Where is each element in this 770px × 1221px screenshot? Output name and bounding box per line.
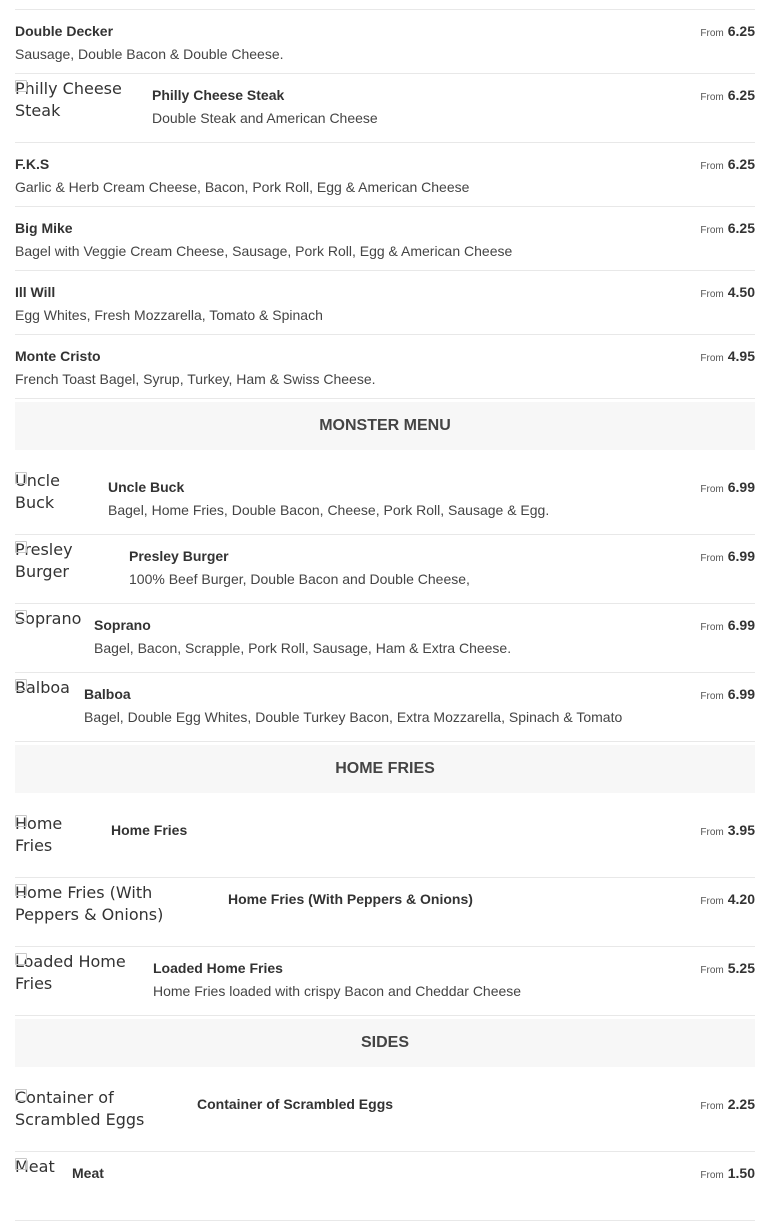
item-image bbox=[15, 951, 135, 995]
price-value: 6.25 bbox=[727, 23, 755, 39]
price-from-label: From bbox=[700, 622, 724, 633]
menu-item-double-decker[interactable] bbox=[15, 10, 755, 74]
item-name[interactable]: Container of Scrambled Eggs bbox=[197, 1096, 394, 1112]
price-from-label: From bbox=[700, 28, 724, 39]
price-from-label: From bbox=[700, 965, 724, 976]
item-price bbox=[700, 479, 755, 498]
item-price bbox=[700, 686, 755, 705]
broken-image-icon bbox=[15, 1158, 27, 1170]
item-description: French Toast Bagel, Syrup, Turkey, Ham & Swiss Cheese. bbox=[15, 371, 376, 387]
section-header-monster-menu: MONSTER MENU bbox=[15, 402, 755, 450]
broken-image-icon bbox=[15, 1089, 27, 1101]
price-value: 6.25 bbox=[727, 156, 755, 172]
item-name[interactable]: Home Fries bbox=[111, 822, 188, 838]
price-value: 3.95 bbox=[727, 822, 755, 838]
menu-item-presley-burger[interactable] bbox=[15, 535, 755, 604]
item-info bbox=[72, 1165, 755, 1181]
price-value: 5.25 bbox=[727, 960, 755, 976]
item-image-alt-text: Home Fries bbox=[15, 814, 63, 855]
menu-item-loaded-home-fries[interactable] bbox=[15, 947, 755, 1016]
item-name[interactable]: Big Mike bbox=[15, 220, 73, 236]
item-name[interactable]: F.K.S bbox=[15, 156, 50, 172]
item-image bbox=[15, 608, 82, 630]
broken-image-icon bbox=[15, 472, 27, 484]
item-price bbox=[700, 822, 755, 841]
price-value: 6.99 bbox=[727, 617, 755, 633]
item-description: Double Steak and American Cheese bbox=[152, 110, 378, 126]
item-info bbox=[15, 220, 755, 259]
price-from-label: From bbox=[700, 553, 724, 564]
item-image-alt-text: Meat bbox=[15, 1157, 55, 1176]
item-image-alt-text: Container of Scrambled Eggs bbox=[15, 1088, 145, 1129]
item-image bbox=[15, 78, 134, 122]
item-image bbox=[15, 470, 90, 514]
item-price bbox=[700, 891, 755, 910]
item-price bbox=[700, 1096, 755, 1115]
item-image bbox=[15, 813, 93, 857]
item-info bbox=[15, 23, 755, 62]
item-info bbox=[15, 284, 755, 323]
item-name[interactable]: Loaded Home Fries bbox=[153, 960, 283, 976]
item-name[interactable]: Home Fries (With Peppers & Onions) bbox=[228, 891, 473, 907]
price-from-label: From bbox=[700, 691, 724, 702]
item-description: Garlic & Herb Cream Cheese, Bacon, Pork Roll, Egg & American Cheese bbox=[15, 179, 470, 195]
item-image-alt-text: Presley Burger bbox=[15, 540, 73, 581]
item-description: Home Fries loaded with crispy Bacon and Cheddar Cheese bbox=[153, 983, 522, 999]
price-value: 6.25 bbox=[727, 87, 755, 103]
menu-item-balboa[interactable] bbox=[15, 673, 755, 742]
item-price bbox=[700, 548, 755, 567]
item-price bbox=[700, 284, 755, 303]
item-info bbox=[111, 822, 755, 838]
price-value: 6.99 bbox=[727, 479, 755, 495]
price-from-label: From bbox=[700, 353, 724, 364]
broken-image-icon bbox=[15, 541, 27, 553]
menu-item-meat[interactable] bbox=[15, 1152, 755, 1221]
item-description: Bagel with Veggie Cream Cheese, Sausage, Pork Roll, Egg & American Cheese bbox=[15, 243, 513, 259]
item-info bbox=[153, 960, 755, 999]
price-value: 4.20 bbox=[727, 891, 755, 907]
item-info bbox=[129, 548, 755, 587]
price-from-label: From bbox=[700, 289, 724, 300]
item-name[interactable]: Double Decker bbox=[15, 23, 114, 39]
item-info bbox=[228, 891, 755, 907]
item-name[interactable]: Uncle Buck bbox=[108, 479, 185, 495]
item-description: Bagel, Double Egg Whites, Double Turkey Bacon, Extra Mozzarella, Spinach & Tomato bbox=[84, 709, 623, 725]
broken-image-icon bbox=[15, 884, 27, 896]
price-value: 6.99 bbox=[727, 686, 755, 702]
item-image-alt-text: Home Fries (With Peppers & Onions) bbox=[15, 883, 164, 924]
menu-item-soprano[interactable] bbox=[15, 604, 755, 673]
item-info bbox=[84, 686, 755, 725]
menu-item-container-of-scrambled-eggs[interactable] bbox=[15, 1083, 755, 1152]
item-name[interactable]: Philly Cheese Steak bbox=[152, 87, 285, 103]
price-from-label: From bbox=[700, 92, 724, 103]
item-image bbox=[15, 677, 70, 699]
item-price bbox=[700, 617, 755, 636]
broken-image-icon bbox=[15, 815, 27, 827]
menu-item-home-fries-with-peppers-onions[interactable] bbox=[15, 878, 755, 947]
price-from-label: From bbox=[700, 161, 724, 172]
item-image-alt-text: Uncle Buck bbox=[15, 471, 60, 512]
item-name[interactable]: Balboa bbox=[84, 686, 131, 702]
item-name[interactable]: Monte Cristo bbox=[15, 348, 101, 364]
section-header-sides: SIDES bbox=[15, 1019, 755, 1067]
price-value: 2.25 bbox=[727, 1096, 755, 1112]
price-value: 1.50 bbox=[727, 1165, 755, 1181]
menu-item-monte-cristo[interactable] bbox=[15, 335, 755, 399]
item-description: Egg Whites, Fresh Mozzarella, Tomato & Spinach bbox=[15, 307, 323, 323]
item-description: Bagel, Home Fries, Double Bacon, Cheese, Pork Roll, Sausage & Egg. bbox=[108, 502, 550, 518]
item-info bbox=[94, 617, 755, 656]
item-name[interactable]: Presley Burger bbox=[129, 548, 229, 564]
broken-image-icon bbox=[15, 610, 27, 622]
item-price bbox=[700, 220, 755, 239]
broken-image-icon bbox=[15, 80, 27, 92]
menu-item-philly-cheese-steak[interactable] bbox=[15, 74, 755, 143]
item-description: Sausage, Double Bacon & Double Cheese. bbox=[15, 46, 284, 62]
price-value: 6.25 bbox=[727, 220, 755, 236]
price-from-label: From bbox=[700, 225, 724, 236]
item-name[interactable]: Ill Will bbox=[15, 284, 56, 300]
item-info bbox=[15, 348, 755, 387]
item-price bbox=[700, 23, 755, 42]
item-price bbox=[700, 156, 755, 175]
price-from-label: From bbox=[700, 484, 724, 495]
item-price bbox=[700, 348, 755, 367]
item-image-alt-text: Balboa bbox=[15, 678, 70, 697]
menu-item-f-k-s[interactable] bbox=[15, 143, 755, 207]
broken-image-icon bbox=[15, 953, 27, 965]
price-from-label: From bbox=[700, 1101, 724, 1112]
item-image bbox=[15, 539, 111, 583]
price-value: 4.95 bbox=[727, 348, 755, 364]
price-from-label: From bbox=[700, 896, 724, 907]
item-description: 100% Beef Burger, Double Bacon and Double Cheese, bbox=[129, 571, 470, 587]
item-name[interactable]: Soprano bbox=[94, 617, 151, 633]
menu-item-ill-will[interactable] bbox=[15, 271, 755, 335]
price-value: 6.99 bbox=[727, 548, 755, 564]
item-image bbox=[15, 1156, 54, 1178]
price-from-label: From bbox=[700, 827, 724, 838]
item-info bbox=[15, 156, 755, 195]
item-info bbox=[152, 87, 755, 126]
price-from-label: From bbox=[700, 1170, 724, 1181]
menu-item-uncle-buck[interactable] bbox=[15, 466, 755, 535]
item-image-alt-text: Loaded Home Fries bbox=[15, 952, 126, 993]
item-price bbox=[700, 960, 755, 979]
price-value: 4.50 bbox=[727, 284, 755, 300]
item-image bbox=[15, 1087, 179, 1131]
item-image-alt-text: Philly Cheese Steak bbox=[15, 79, 122, 120]
item-price bbox=[700, 1165, 755, 1184]
item-info bbox=[108, 479, 755, 518]
item-description: Bagel, Bacon, Scrapple, Pork Roll, Sausage, Ham & Extra Cheese. bbox=[94, 640, 512, 656]
item-name[interactable]: Meat bbox=[72, 1165, 104, 1181]
item-price bbox=[700, 87, 755, 106]
menu-item-big-mike[interactable] bbox=[15, 207, 755, 271]
menu-item-home-fries[interactable] bbox=[15, 809, 755, 878]
broken-image-icon bbox=[15, 679, 27, 691]
section-header-home-fries: HOME FRIES bbox=[15, 745, 755, 793]
item-image-alt-text: Soprano bbox=[15, 609, 82, 628]
menu-list bbox=[15, 9, 755, 1221]
item-info bbox=[197, 1096, 755, 1112]
item-image bbox=[15, 882, 210, 926]
